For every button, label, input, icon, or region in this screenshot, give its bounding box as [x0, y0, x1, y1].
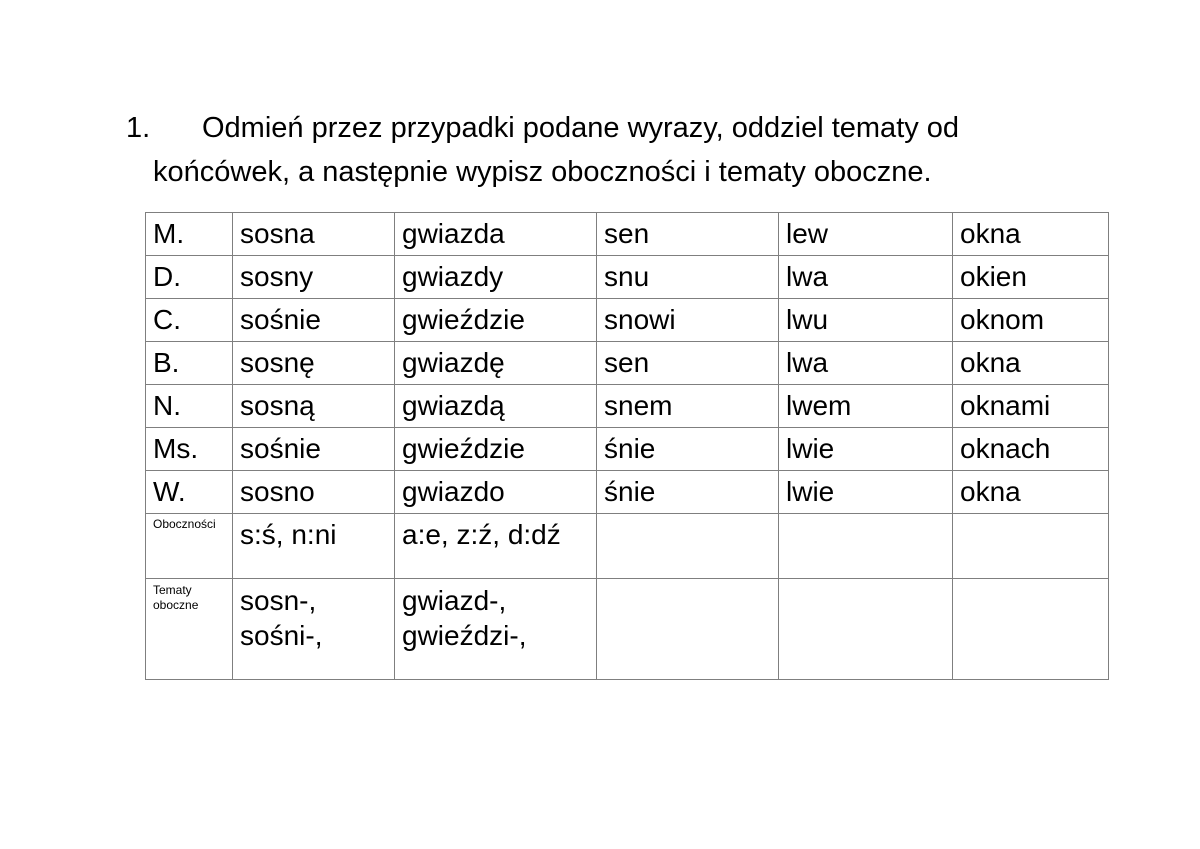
stem-sosna-2: sośni-,	[240, 620, 323, 651]
table-row	[146, 213, 1109, 256]
cell-sosna: sosną	[233, 385, 395, 428]
stems-sosna	[233, 579, 395, 680]
task-text-line-2: końcówek, a następnie wypisz oboczności i tematy oboczne.	[153, 156, 932, 188]
stems-label-line-2: oboczne	[153, 598, 199, 612]
table-row	[146, 428, 1109, 471]
alternations-lew	[779, 514, 953, 579]
task-text-line-1: Odmień przez przypadki podane wyrazy, oddziel tematy od	[202, 112, 960, 144]
cell-okno: oknom	[953, 299, 1109, 342]
stem-gwiazda-1: gwiazd-,	[402, 585, 507, 616]
cell-sen: sen	[597, 342, 779, 385]
stems-lew	[779, 579, 953, 680]
cell-gwiazda: gwiazdą	[395, 385, 597, 428]
cell-case-label: N.	[146, 385, 233, 428]
task-number: 1.	[126, 112, 151, 144]
cell-sen: snowi	[597, 299, 779, 342]
table-row	[146, 256, 1109, 299]
table-row	[146, 471, 1109, 514]
cell-sosna: sosny	[233, 256, 395, 299]
alternations-row	[146, 514, 1109, 579]
alternations-sosna: s:ś, n:ni	[233, 514, 395, 579]
stems-label	[146, 579, 233, 680]
case-rows	[146, 213, 1109, 514]
alternations-gwiazda: a:e, z:ź, d:dź	[395, 514, 597, 579]
cell-gwiazda: gwiazdo	[395, 471, 597, 514]
cell-sen: sen	[597, 213, 779, 256]
cell-lew: lwa	[779, 256, 953, 299]
cell-okno: okien	[953, 256, 1109, 299]
alternations-label: Oboczności	[146, 514, 233, 579]
table-row	[146, 299, 1109, 342]
cell-gwiazda: gwiazdę	[395, 342, 597, 385]
declension-table	[145, 212, 1109, 680]
cell-sosna: sośnie	[233, 299, 395, 342]
cell-sen: śnie	[597, 471, 779, 514]
cell-case-label: B.	[146, 342, 233, 385]
cell-lew: lwie	[779, 471, 953, 514]
cell-okno: okna	[953, 342, 1109, 385]
cell-okno: oknami	[953, 385, 1109, 428]
cell-okno: okna	[953, 213, 1109, 256]
alternations-okno	[953, 514, 1109, 579]
stems-row	[146, 579, 1109, 680]
cell-case-label: W.	[146, 471, 233, 514]
stems-okno	[953, 579, 1109, 680]
alternations-sen	[597, 514, 779, 579]
cell-sosna: sosnę	[233, 342, 395, 385]
cell-lew: lwa	[779, 342, 953, 385]
stems-sen	[597, 579, 779, 680]
cell-case-label: C.	[146, 299, 233, 342]
cell-sosna: sosno	[233, 471, 395, 514]
cell-gwiazda: gwieździe	[395, 428, 597, 471]
cell-lew: lwem	[779, 385, 953, 428]
cell-sen: snem	[597, 385, 779, 428]
cell-gwiazda: gwieździe	[395, 299, 597, 342]
task-heading	[126, 106, 1086, 194]
cell-case-label: D.	[146, 256, 233, 299]
stems-gwiazda	[395, 579, 597, 680]
cell-sen: śnie	[597, 428, 779, 471]
cell-sen: snu	[597, 256, 779, 299]
cell-okno: okna	[953, 471, 1109, 514]
cell-gwiazda: gwiazda	[395, 213, 597, 256]
cell-lew: lwu	[779, 299, 953, 342]
task-line-1	[126, 106, 1086, 150]
cell-sosna: sosna	[233, 213, 395, 256]
stem-sosna-1: sosn-,	[240, 585, 317, 616]
table-row	[146, 342, 1109, 385]
stem-gwiazda-2: gwieździ-,	[402, 620, 527, 651]
cell-gwiazda: gwiazdy	[395, 256, 597, 299]
stems-label-line-1: Tematy	[153, 583, 192, 597]
cell-lew: lwie	[779, 428, 953, 471]
cell-okno: oknach	[953, 428, 1109, 471]
cell-lew: lew	[779, 213, 953, 256]
cell-case-label: M.	[146, 213, 233, 256]
cell-case-label: Ms.	[146, 428, 233, 471]
table-row	[146, 385, 1109, 428]
cell-sosna: sośnie	[233, 428, 395, 471]
